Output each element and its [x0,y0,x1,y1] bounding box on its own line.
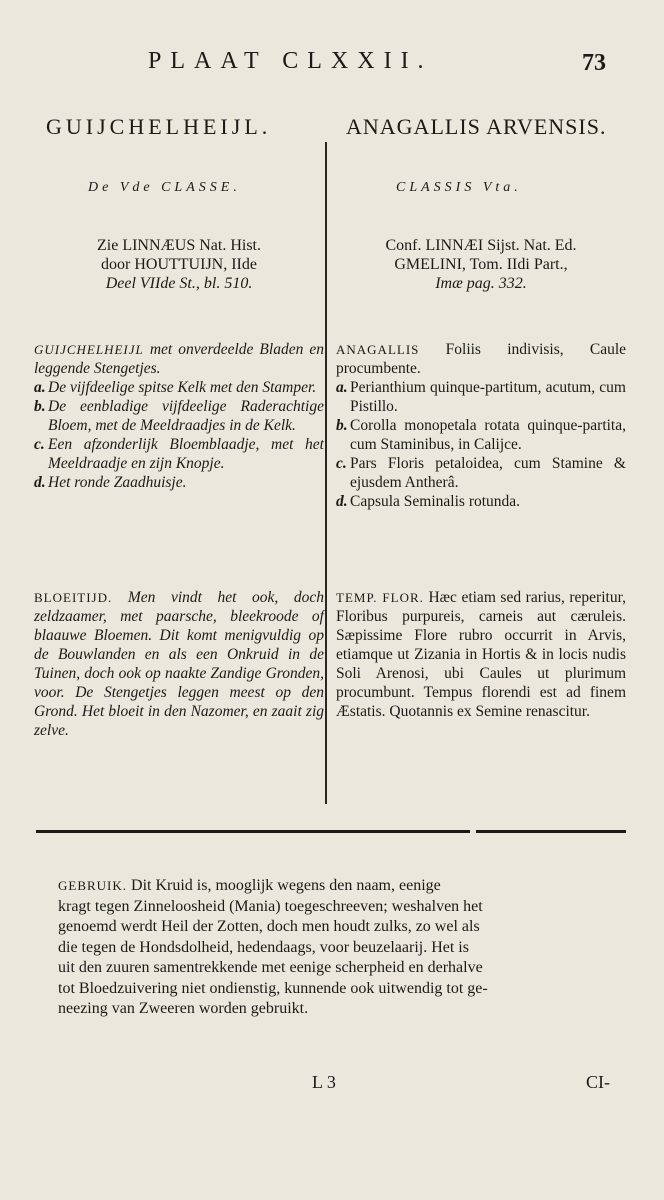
ref-line: GMELINI, Tom. IIdi Part., [394,256,568,273]
ref-line: Conf. LINNÆI Sijst. Nat. Ed. [385,237,577,254]
usage-line: neezing van Zweeren worden gebruikt. [58,1000,309,1017]
flowering-label: TEMP. FLOR. [336,590,424,605]
item-text: De eenbladige vijfdeelige Raderachtige Bloem, met de Meeldraadjes in de Kelk. [48,398,324,434]
latin-description [336,340,626,511]
usage-line: tot Bloedzuivering niet ondienstig, kunnende ook uitwendig tot ge- [58,979,488,997]
item-key: a. [34,379,46,396]
item-key: d. [336,493,348,510]
ref-line: Deel VIIde St., bl. 510. [105,275,253,292]
item-key: a. [336,379,348,396]
column-divider [325,142,327,804]
dutch-flowering [34,588,324,740]
item-text: De vijfdeelige spitse Kelk met den Stamper. [48,379,317,396]
latin-flowering [336,588,626,721]
usage-line: kragt tegen Zinneloosheid (Mania) toegeschreeven; weshalven het [58,897,483,915]
dutch-description [34,340,324,492]
usage-line: die tegen de Hondsdolheid, hedendaags, voor beuzelaarij. Het is [58,938,469,956]
signature-mark: L 3 [312,1072,336,1092]
item-key: c. [336,455,347,472]
latin-reference [336,236,626,293]
item-key: b. [336,417,348,434]
dutch-class: De Vde CLASSE. [88,180,241,195]
plate-title: PLAAT CLXXII. [148,48,433,74]
species-name: GUIJCHELHEIJL [34,342,144,357]
dutch-reference [34,236,324,293]
usage-paragraph [58,876,618,1020]
separator-rule-right [476,830,626,833]
flowering-text: Men vindt het ook, doch zeldzaamer, met paarsche, bleekroode of blaauwe Bloemen. Dit komt menigvuldig op de Bouwlanden en als een Onkruid in de Tuinen, doch ook op naakte Zandige Gronden, voor. De Stengetjes leggen meest op den Grond. Het bloeit in den Nazomer, en zaait zig zelve. [34,589,324,739]
latin-title: ANAGALLIS ARVENSIS. [346,114,607,139]
catchword: CI- [586,1072,610,1092]
item-key: c. [34,436,45,453]
description-intro: Foliis indivisis, Caule procumbente. [336,341,627,377]
item-text: Perianthium quinque-partitum, acutum, cum Pistillo. [350,379,626,415]
item-text: Pars Floris petaloidea, cum Stamine & ejusdem Antherâ. [350,455,626,491]
separator-rule-left [36,830,470,833]
item-text: Het ronde Zaadhuisje. [48,474,187,491]
ref-line: Zie LINNÆUS Nat. Hist. [97,237,261,254]
latin-class: CLASSIS Vta. [396,180,522,195]
usage-line: genoemd werdt Heil der Zotten, doch men houdt zulks, zo wel als [58,918,480,935]
ref-line: Imæ pag. 332. [435,275,527,292]
usage-line: Dit Kruid is, mooglijk wegens den naam, eenige [131,877,441,894]
usage-label: GEBRUIK. [58,878,128,893]
flowering-text: Hæc etiam sed rarius, reperitur, Floribus purpureis, carneis aut cæruleis. Sæpissime Flore rubro occurrit in Arvis, etiamque ut Zizania in Hortis & in locis nudis Soli Arenosi, ubi Caules ut plurimum procumbunt. Tempus florendi est ad finem Æstatis. Quotannis ex Semine renascitur. [336,589,626,720]
page-number: 73 [582,50,606,76]
flowering-label: BLOEITIJD. [34,590,113,605]
ref-line: door HOUTTUIJN, IIde [101,256,257,273]
usage-line: uit den zuuren samentrekkende met eenige scherpheid en derhalve [58,959,483,976]
description-intro: met onverdeelde Bladen en leggende Stengetjes. [34,341,325,377]
item-text: Corolla monopetala rotata quinque-partita, cum Staminibus, in Calijce. [350,417,626,453]
item-text: Capsula Seminalis rotunda. [350,493,521,510]
dutch-title: GUIJCHELHEIJL. [46,114,272,139]
item-text: Een afzonderlijk Bloemblaadje, met het Meeldraadje en zijn Knopje. [48,436,324,472]
item-key: b. [34,398,46,415]
item-key: d. [34,474,46,491]
species-name: ANAGALLIS [336,342,420,357]
